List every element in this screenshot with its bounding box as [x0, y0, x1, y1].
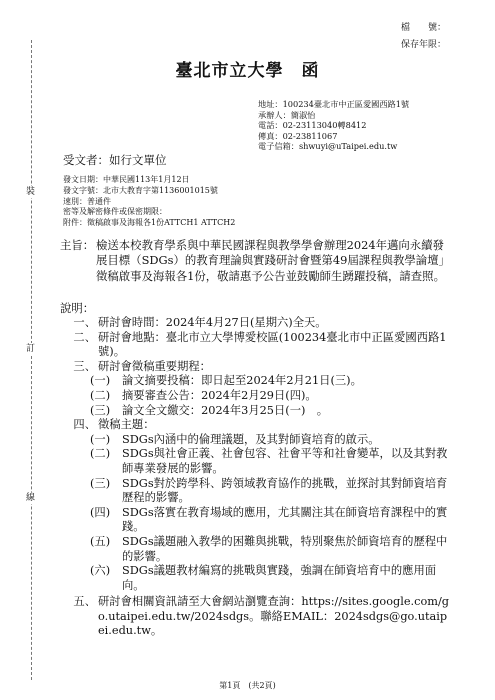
sub-text: SDGs與社會正義、社會包容、社會平等和社會變革，以及其對教師專業發展的影響。 [122, 447, 448, 475]
doc-number: 發文字號：北市大教育字第1136001015號 [63, 185, 218, 195]
sub-number: (六) [90, 564, 111, 578]
item-text: 研討會時間：2024年4月27日(星期六)全天。 [98, 316, 327, 329]
sub-text: 論文摘要投稿：即日起至2024年2月21日(三)。 [122, 374, 362, 388]
contact-fax: 傳真：02-23811067 [258, 130, 338, 141]
contact-handler: 承辦人：簡淑怡 [258, 109, 316, 120]
retention-label: 保存年限： [401, 40, 447, 50]
item-number: 一、 [73, 316, 96, 329]
doc-speed: 速別：普通件 [63, 196, 111, 206]
doc-info [63, 175, 235, 229]
list-item [60, 360, 450, 375]
description-items [60, 316, 450, 639]
sub-number: (五) [90, 534, 111, 548]
item-text: 研討會地點：臺北市立大學博愛校區(100234臺北市中正區愛國西路1號)。 [98, 330, 447, 359]
file-number-label: 檔 號： [401, 23, 447, 33]
contact-block [258, 99, 409, 152]
topic-item [90, 477, 450, 506]
sub-number: (三) [90, 476, 111, 490]
contact-email: 電子信箱：shwuyi@uTaipei.edu.tw [258, 141, 398, 152]
item-text: 研討會相關資訊請至大會網站瀏覽查詢：https://sites.google.com/go.utaipei.edu.tw/2024sdgs。聯絡EMAIL：2024sdgs@go.utaipei.edu.tw。 [98, 595, 450, 638]
binding-label-xian: 線 [26, 493, 36, 503]
sub-text: 摘要審查公告：2024年2月29日(四)。 [122, 388, 317, 402]
schedule-item [90, 404, 450, 419]
list-item [60, 316, 450, 331]
file-meta [401, 20, 471, 54]
binding-label-ding: 訂 [26, 344, 36, 354]
list-item [60, 595, 450, 639]
topic-item [90, 506, 450, 535]
topic-item [90, 535, 450, 564]
doc-attachment: 附件：徵稿啟事及海報各1份ATTCH1 ATTCH2 [63, 218, 236, 228]
sub-text: SDGs對於跨學科、跨領域教育協作的挑戰，並探討其對師資培育歷程的影響。 [122, 476, 448, 505]
schedule-item [90, 389, 450, 404]
sub-text: SDGs內涵中的倫理議題，及其對師資培育的啟示。 [122, 432, 380, 446]
sub-text: SDGs議題融入教學的困難與挑戰，特別聚焦於師資培育的歷程中的影響。 [122, 534, 448, 563]
sub-text: SDGs議題教材編寫的挑戰與實踐，強調在師資培育中的應用面向。 [122, 564, 437, 592]
list-item [60, 331, 450, 360]
sub-number: (二) [90, 388, 111, 402]
item-number: 四、 [73, 418, 96, 432]
description-label: 說明： [60, 301, 95, 315]
topic-item [90, 447, 450, 476]
item-text: 研討會徵稿重要期程： [98, 359, 211, 373]
doc-secret: 密等及解密條件或保密期限： [63, 207, 167, 217]
subject-label: 主旨： [60, 238, 95, 252]
item-number: 五、 [73, 595, 96, 609]
subject-text: 檢送本校教育學系與中華民國課程與教學學會辦理2024年邁向永續發展目標（SDGs）的教育理論與實踐研討會暨第49屆課程與教學論壇」徵稿啟事及海報各1份，敬請惠予公告並鼓勵師生踴躍投稿，請查照。 [96, 238, 445, 283]
sub-number: (一) [90, 432, 111, 446]
doc-date: 發文日期：中華民國113年1月12日 [63, 175, 190, 184]
item-number: 三、 [73, 359, 96, 373]
item-text: 徵稿主題： [98, 418, 155, 432]
sub-number: (四) [90, 505, 111, 519]
sub-number: (一) [90, 374, 111, 388]
topic-item [90, 564, 450, 593]
sub-text: SDGs落實在教育場域的應用，尤其關注其在師資培育課程中的實踐。 [122, 505, 448, 534]
recipient: 受文者：如行文單位 [63, 153, 167, 167]
topic-item [90, 433, 450, 448]
agency-title: 臺北市立大學 函 [175, 61, 320, 81]
binding-label-zhuang: 裝 [26, 187, 36, 197]
schedule-item [90, 374, 450, 389]
binding-line [31, 40, 32, 680]
page-footer: 第1頁 (共2頁) [219, 681, 276, 690]
list-item [60, 418, 450, 433]
sub-number: (三) [90, 403, 111, 417]
sub-text: 論文全文繳交：2024年3月25日(一) 。 [122, 403, 328, 417]
contact-address: 地址：100234臺北市中正區愛國西路1號 [258, 99, 410, 109]
item-number: 二、 [73, 330, 96, 344]
sub-number: (二) [90, 447, 111, 461]
contact-phone: 電話：02-23113040轉8412 [258, 120, 367, 131]
subject [60, 238, 448, 284]
